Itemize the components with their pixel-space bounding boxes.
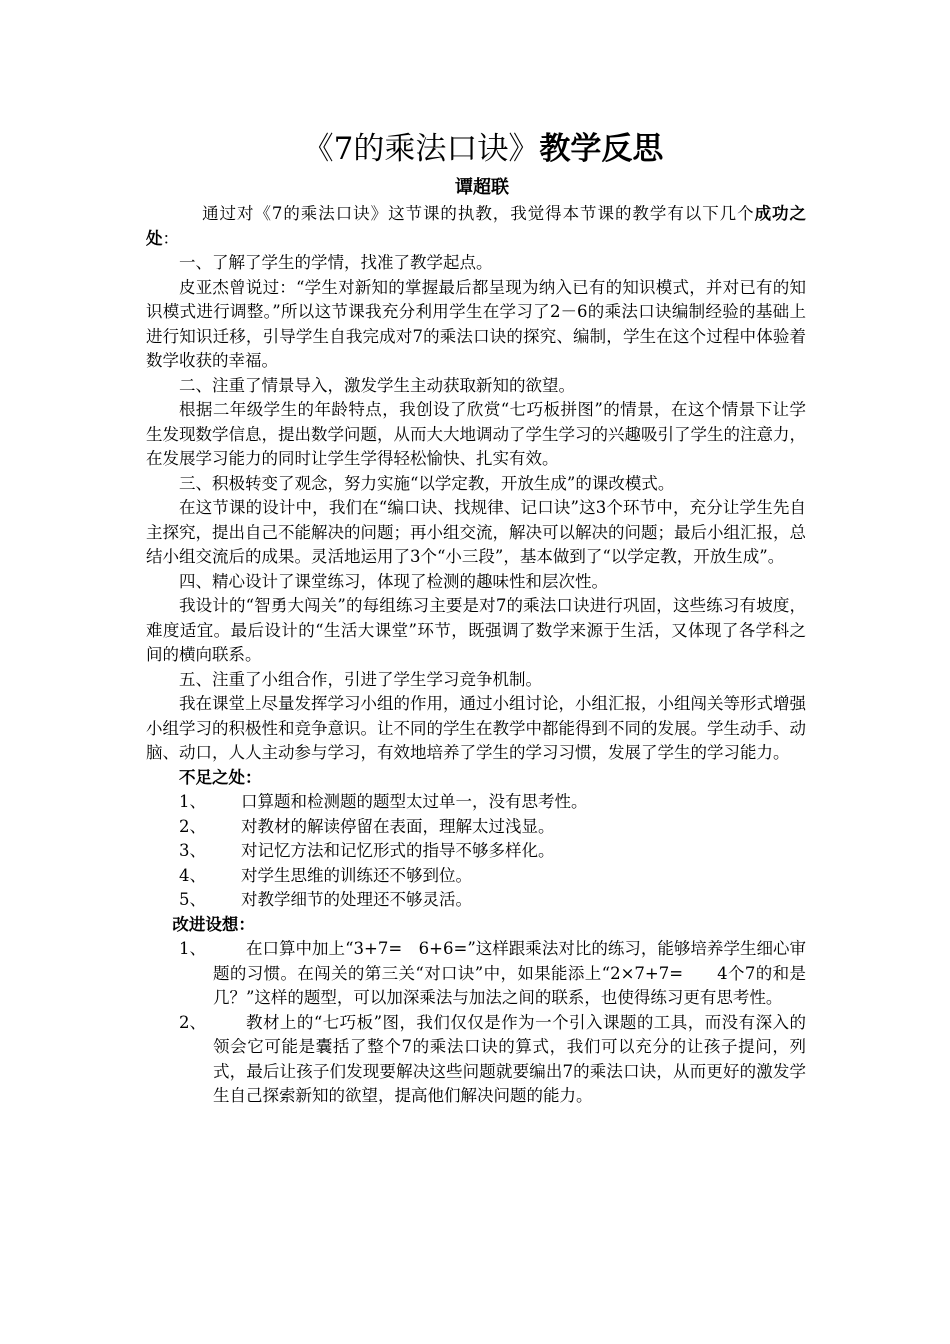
improvement-text: 在口算中加上“3+7= 6+6=”这样跟乘法对比的练习，能够培养学生细心审题的习惯。在闯关的第三关“对口诀”中，如果能添上“2×7+7= 4个7的和是几？”这样的题型，可以加深乘法与加法之间的联系，也使得练习更有思考性。 [213, 939, 806, 1007]
shortcoming-text: 对教学细节的处理还不够灵活。 [241, 890, 472, 909]
shortcoming-item [146, 888, 806, 913]
success-body-2: 根据二年级学生的年龄特点，我创设了欣赏“七巧板拼图”的情景，在这个情景下让学生发现数学信息，提出数学问题，从而大大地调动了学生学习的兴趣吸引了学生的注意力，在发展学习能力的同时让学生学得轻松愉快、扎实有效。 [146, 400, 806, 468]
shortcoming-item [146, 864, 806, 889]
success-heading-5: 五、注重了小组合作，引进了学生学习竞争机制。 [179, 669, 542, 689]
intro-paragraph [146, 202, 806, 251]
shortcomings-heading: 不足之处： [179, 767, 262, 787]
improvement-item [146, 1011, 806, 1109]
shortcoming-item [146, 790, 806, 815]
intro-text: 通过对《7的乘法口诀》这节课的执教，我觉得本节课的教学有以下几个 [202, 204, 755, 223]
shortcoming-item [146, 839, 806, 864]
shortcoming-text: 对记忆方法和记忆形式的指导不够多样化。 [241, 841, 555, 860]
shortcoming-text: 对学生思维的训练还不够到位。 [241, 865, 472, 885]
success-body-5: 我在课堂上尽量发挥学习小组的作用，通过小组讨论，小组汇报，小组闯关等形式增强小组学习的积极性和竞争意识。让不同的学生在教学中都能得到不同的发展。学生动手、动脑、动口，人人主动参与学习，有效地培养了学生的学习习惯，发展了学生的学习能力。 [146, 694, 806, 762]
success-heading-3: 三、积极转变了观念，努力实施“以学定教，开放生成”的课改模式。 [179, 473, 675, 493]
success-body-1: 皮亚杰曾说过：“学生对新知的掌握最后都呈现为纳入已有的知识模式，并对已有的知识模式进行调整。”所以这节课我充分利用学生在学习了2－6的乘法口诀编制经验的基础上进行知识迁移，引导学生自我完成对7的乘法口诀的探究、编制，学生在这个过程中体验着数学收获的幸福。 [146, 277, 806, 370]
shortcoming-text: 口算题和检测题的题型太过单一，没有思考性。 [241, 792, 588, 811]
title-bold: 教学反思 [539, 131, 664, 167]
success-body-3: 在这节课的设计中，我们在“编口诀、找规律、记口诀”这3个环节中，充分让学生先自主探究，提出自己不能解决的问题；再小组交流，解决可以解决的问题；最后小组汇报，总结小组交流后的成果。灵活地运用了3个“小三段”，基本做到了“以学定教，开放生成”。 [146, 498, 806, 566]
improvement-item [146, 937, 806, 1011]
success-heading-1: 一、了解了学生的学情，找准了教学起点。 [179, 253, 493, 272]
shortcoming-number: 4、 [179, 865, 206, 885]
improvements-heading: 改进设想： [172, 914, 255, 934]
shortcoming-number: 5、 [179, 890, 206, 909]
shortcoming-number: 1、 [179, 792, 206, 811]
shortcoming-text: 对教材的解读停留在表面，理解太过浅显。 [241, 816, 555, 836]
shortcoming-number: 2、 [179, 816, 206, 836]
improvement-number: 1、 [179, 939, 206, 958]
improvement-text: 教材上的“七巧板”图，我们仅仅是作为一个引入课题的工具，而没有深入的领会它可能是囊括了整个7的乘法口诀的算式，我们可以充分的让孩子提问，列式，最后让孩子们发现要解决这些问题就要编出7的乘法口诀，从而更好的激发学生自己探索新知的欲望，提高他们解决问题的能力。 [213, 1012, 806, 1105]
document-page [146, 128, 806, 1109]
intro-colon: ： [162, 228, 179, 248]
shortcoming-item [146, 815, 806, 840]
shortcoming-number: 3、 [179, 841, 206, 860]
author-name: 谭超联 [455, 177, 509, 198]
success-heading-4: 四、精心设计了课堂练习，体现了检测的趣味性和层次性。 [179, 571, 608, 591]
success-heading-2: 二、注重了情景导入，激发学生主动获取新知的欲望。 [179, 375, 575, 395]
document-title [146, 128, 806, 170]
intro-bold-text: 成功之处 [146, 204, 806, 248]
success-body-4: 我设计的“智勇大闯关”的每组练习主要是对7的乘法口诀进行巩固，这些练习有坡度，难度适宜。最后设计的“生活大课堂”环节，既强调了数学来源于生活，又体现了各学科之间的横向联系。 [146, 596, 806, 664]
improvement-number: 2、 [179, 1012, 206, 1032]
title-regular: 《7的乘法口诀》 [302, 131, 540, 167]
